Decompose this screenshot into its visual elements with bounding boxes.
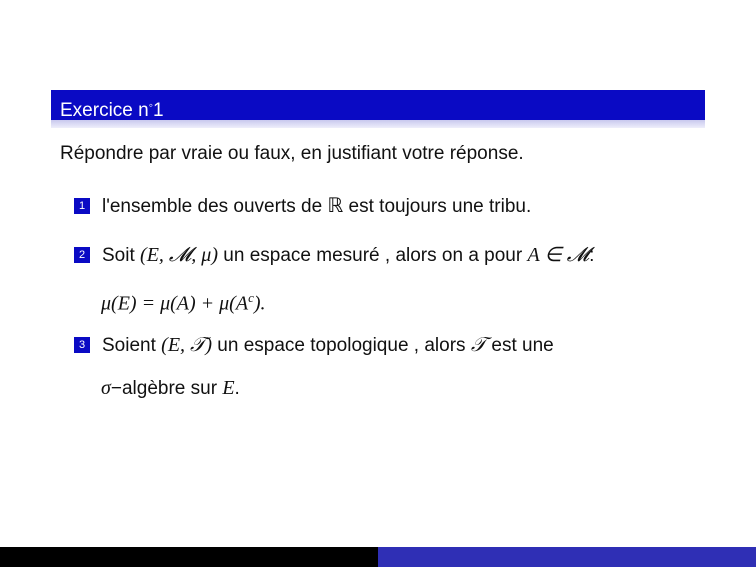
degree-sign: ◦ (148, 98, 153, 112)
item-text-1: l'ensemble des ouverts de ℝ est toujours une tribu. (102, 195, 532, 217)
item-text-3: Soient (E, 𝒯) un espace topologique , alors 𝒯 est une (102, 334, 554, 356)
intro-text: Répondre par vraie ou faux, en justifiant votre réponse. (60, 143, 524, 164)
item-number-1: 1 (74, 198, 90, 214)
exercise-title: Exercice n◦1 (51, 90, 705, 120)
exercise-block (51, 90, 705, 128)
math-reals: ℝ (327, 195, 344, 217)
item-text-2: Soit (E, 𝓜, μ) un espace mesuré , alors on a pour A ∈ 𝓜: (102, 244, 595, 266)
math-set-in-sigma: A ∈ 𝓜 (527, 244, 590, 266)
item-3-continuation: σ−algèbre sur E. (101, 377, 240, 399)
footer-bar-right (378, 547, 756, 567)
item-number-3: 3 (74, 337, 90, 353)
item-number-2: 2 (74, 247, 90, 263)
math-measure-space: (E, 𝓜, μ) (140, 244, 219, 266)
footer-bar-left (0, 547, 378, 567)
math-topology: 𝒯 (470, 334, 487, 356)
math-topological-space: (E, 𝒯) (161, 334, 213, 356)
title-shadow (51, 120, 705, 128)
item-2-formula: $\mu(E) = \mu(A) + \mu(A^c)$. (101, 290, 266, 315)
